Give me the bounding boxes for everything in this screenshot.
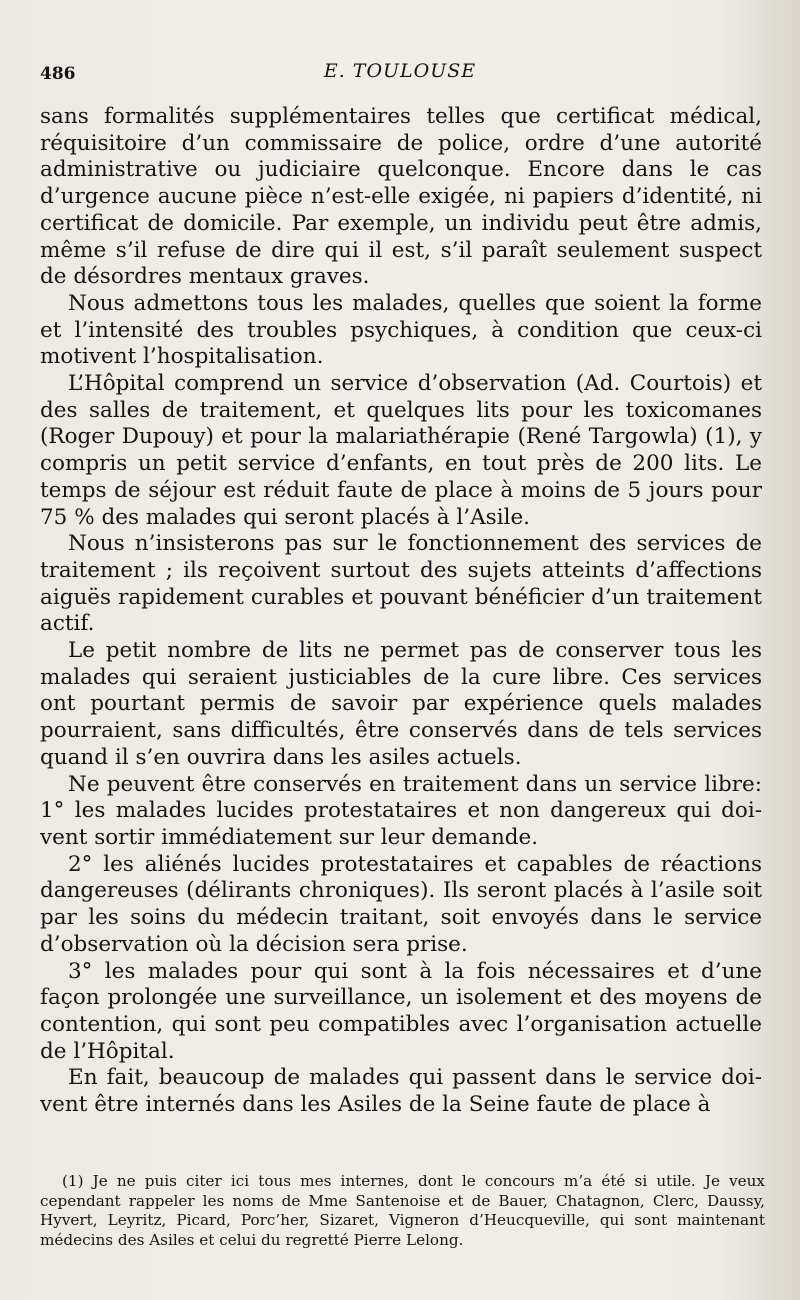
paragraph: 3° les malades pour qui sont à la fois nécessaires et d’une façon prolongée une surveillance, un isolement et des moyens de contention, qui sont peu compatibles avec l’organisation actuelle de l’Hôpital.	[40, 958, 762, 1064]
paragraph: Nous admettons tous les malades, quelles que soient la forme et l’intensité des troubles psychiques, à condition que ceux-ci motivent l’hospitalisation.	[40, 290, 762, 370]
paragraph: En fait, beaucoup de malades qui passent dans le service doivent être internés dans les Asiles de la Seine faute de place à	[40, 1065, 762, 1118]
paragraph: Le petit nombre de lits ne permet pas de conserver tous les malades qui seraient justiciables de la cure libre. Ces services ont pourtant permis de savoir par expérience quels malades pourraient, sans difficultés, être conservés dans de tels services quand il s’en ouvrira dans les asiles actuels.	[40, 638, 762, 770]
paragraph: sans formalités supplémentaires telles que certificat médical, réquisitoire d’un commissaire de police, ordre d’une autorité administrative ou judiciaire quelconque. Encore dans le cas d’urgence aucune pièce n’est-elle exigée, ni papiers d’identité, ni certificat de domicile. Par exemple, un individu peut être admis, même s’il refuse de dire qui il est, s’il paraît seulement suspect de désordres mentaux graves.	[40, 104, 762, 290]
paragraph: Nous n’insisterons pas sur le fonctionnement des services de traitement ; ils reçoivent surtout des sujets atteints d’affections aiguës rapidement curables et pouvant bénéficier d’un traitement actif.	[40, 531, 762, 637]
running-head: E. TOULOUSE	[323, 60, 477, 82]
body-text	[40, 104, 762, 1119]
paragraph: 2° les aliénés lucides protestataires et capables de réactions dangereuses (délirants chroniques). Ils seront placés à l’asile soit par les soins du médecin traitant, soit envoyés dans le service d’observation où la décision sera prise.	[40, 851, 762, 957]
paragraph: L’Hôpital comprend un service d’observation (Ad. Courtois) et des salles de traitement, et quelques lits pour les toxicomanes (Roger Dupouy) et pour la malariathérapie (René Targowla) (1), y compris un petit service d’enfants, en tout près de 200 lits. Le temps de séjour est réduit faute de place à moins de 5 jours pour 75 % des malades qui seront placés à l’Asile.	[40, 371, 762, 530]
page-header	[40, 60, 760, 90]
page-number: 486	[40, 64, 76, 84]
paragraph: Ne peuvent être conservés en traitement dans un service libre: 1° les malades lucides protestataires et non dangereux qui doivent sortir immédiatement sur leur demande.	[40, 771, 762, 850]
footnote: (1) Je ne puis citer ici tous mes internes, dont le concours m’a été si utile. Je veux cependant rappeler les noms de Mme Santenoise et de Bauer, Chatagnon, Clerc, Daussy, Hyvert, Leyritz, Picard, Porc’her, Sizaret, Vigneron d’Heucqueville, qui sont maintenant médecins des Asiles et celui du regretté Pierre Lelong.	[40, 1172, 765, 1249]
